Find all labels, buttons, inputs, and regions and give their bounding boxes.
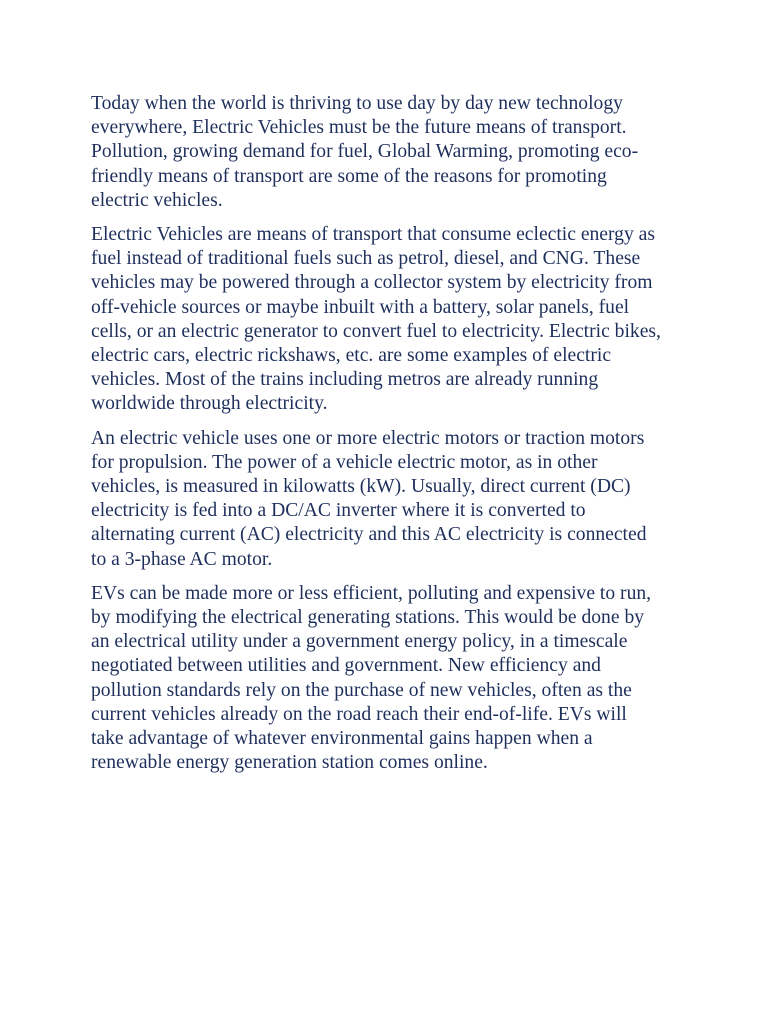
- text-line: friendly means of transport are some of the reasons for promoting: [91, 165, 607, 187]
- text-line: fuel instead of traditional fuels such as petrol, diesel, and CNG. These: [91, 248, 641, 270]
- text-line: Today when the world is thriving to use day by day new technology: [91, 93, 623, 114]
- text-line: an electrical utility under a government energy policy, in a timescale: [91, 631, 628, 653]
- text-line: negotiated between utilities and government. New efficiency and: [91, 655, 601, 677]
- text-line: pollution standards rely on the purchase of new vehicles, often as the: [91, 679, 632, 701]
- text-line: by modifying the electrical generating stations. This would be done by: [91, 607, 645, 629]
- document-page: [91, 92, 731, 785]
- text-line: vehicles may be powered through a collector system by electricity from: [91, 272, 653, 294]
- text-line: cells, or an electric generator to convert fuel to electricity. Electric bikes,: [91, 320, 661, 342]
- text-line: Pollution, growing demand for fuel, Global Warming, promoting eco-: [91, 141, 639, 163]
- text-line: current vehicles already on the road reach their end-of-life. EVs will: [91, 703, 627, 725]
- text-line: vehicles. Most of the trains including metros are already running: [91, 369, 599, 391]
- text-line: electric cars, electric rickshaws, etc. are some examples of electric: [91, 345, 612, 367]
- text-line: EVs can be made more or less efficient, polluting and expensive to run,: [91, 582, 652, 604]
- text-line: everywhere, Electric Vehicles must be the future means of transport.: [91, 117, 627, 139]
- text-line: take advantage of whatever environmental gains happen when a: [91, 728, 593, 750]
- text-line: electric vehicles.: [91, 189, 223, 211]
- paragraph-propulsion: [91, 427, 731, 572]
- text-line: to a 3-phase AC motor.: [91, 548, 273, 570]
- paragraph-definition: [91, 223, 731, 417]
- text-line: Electric Vehicles are means of transport that consume eclectic energy as: [91, 224, 655, 246]
- text-line: for propulsion. The power of a vehicle electric motor, as in other: [91, 451, 598, 473]
- text-line: vehicles, is measured in kilowatts (kW). Usually, direct current (DC): [91, 476, 631, 498]
- paragraph-intro: [91, 92, 731, 213]
- text-line: electricity is fed into a DC/AC inverter where it is converted to: [91, 500, 586, 522]
- text-line: off-vehicle sources or maybe inbuilt with a battery, solar panels, fuel: [91, 296, 630, 318]
- text-line: An electric vehicle uses one or more electric motors or traction motors: [91, 427, 645, 449]
- text-line: renewable energy generation station comes online.: [91, 752, 488, 774]
- text-line: alternating current (AC) electricity and this AC electricity is connected: [91, 524, 647, 546]
- text-line: worldwide through electricity.: [91, 393, 328, 415]
- paragraph-efficiency: [91, 582, 731, 776]
